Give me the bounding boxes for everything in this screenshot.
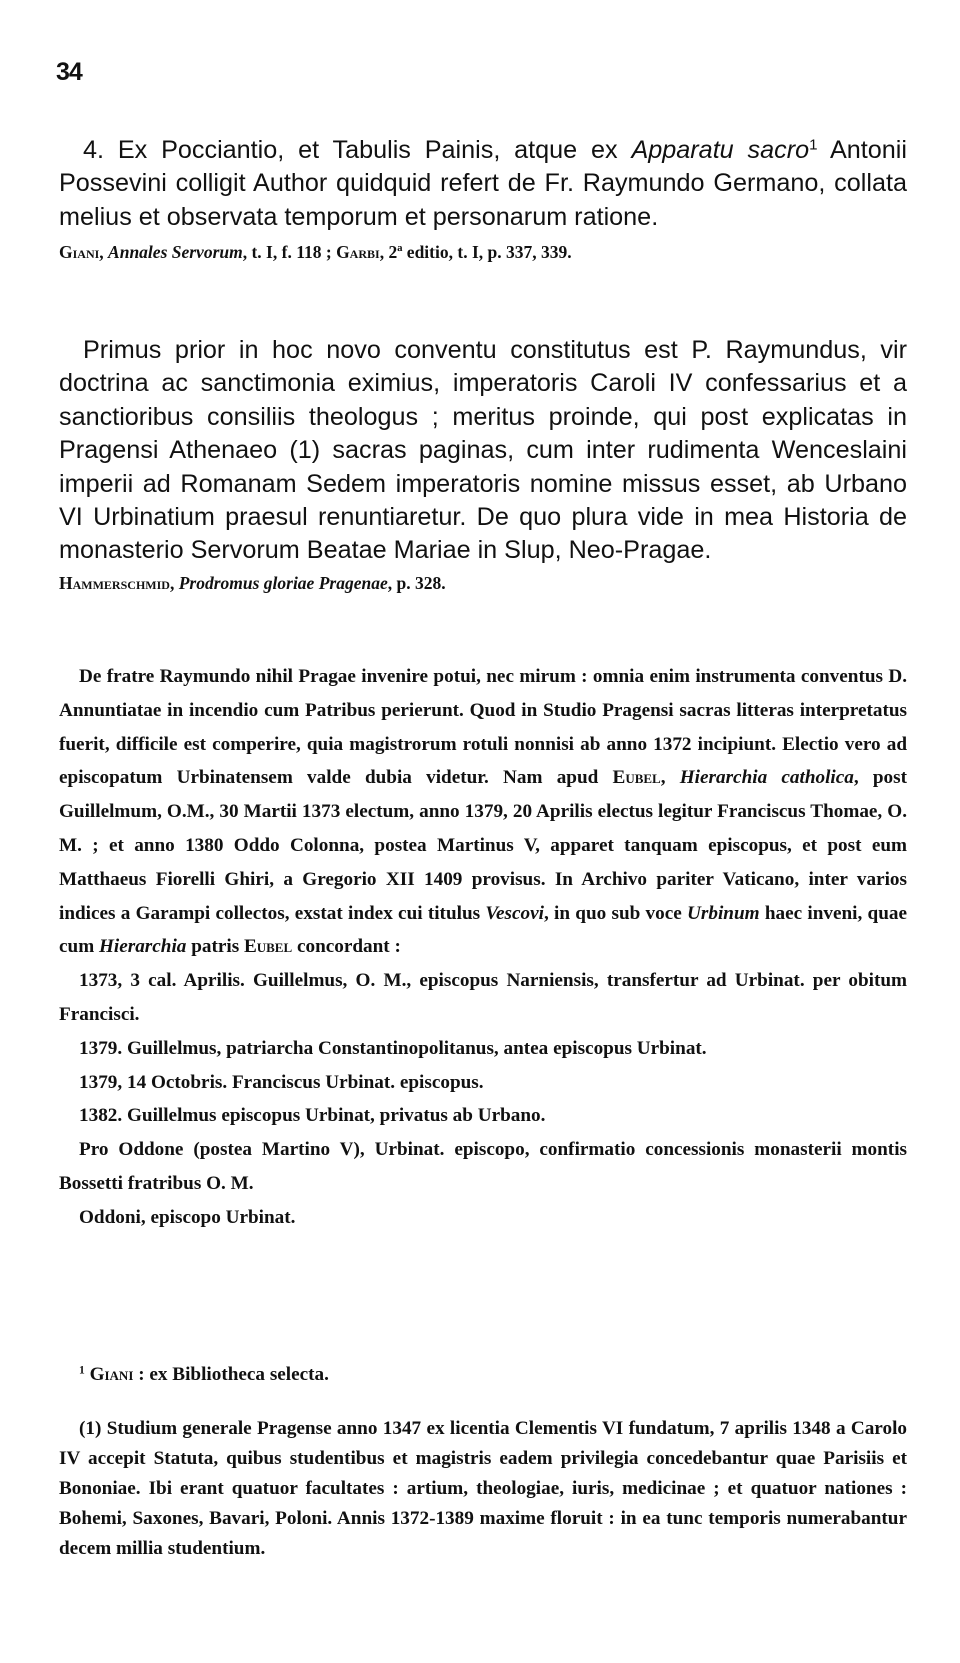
footnote-2-text: (1) Studium generale Pragense anno 1347 ex licentia Clementis VI fundatum, 7 aprilis 1348 a Carolo IV accepit Statuta, quibus studentibus et magistris eadem privilegia concedebantur quae Parisiis et Bononiae. Ibi erant quatuor facultates : artium, theologiae, iuris, medicinae ; et quatuor nationes : Bohemi, Saxones, Bavari, Poloni. Annis 1372-1389 maxime floruit : in ea tunc temporis numerabantur decem millia studentium. [59, 1418, 907, 1559]
prior-paragraph: Primus prior in hoc novo conventu constitutus est P. Raymundus, vir doctrina ac sanctimonia eximius, imperatoris Caroli IV confessarius et a sanctioribus consiliis theologus ; meritus proinde, qui post explicatas in Pragensi Athenaeo (1) sacras paginas, cum inter rudimenta Wenceslaini imperii ad Romanam Sedem imperatoris nomine missus esset, ab Urbano VI Urbinatium praesul renuntiaretur. De quo plura vide in mea Historia de monasterio Servorum Beatae Mariae in Slup, Neo-Pragae. [59, 336, 907, 565]
footnote-2 [59, 1414, 907, 1564]
list-item: Oddoni, episcopo Urbinat. [79, 1206, 296, 1228]
section-4-rest: Antonii Possevini colligit Author quidquid refert de Fr. Raymundo Germano, collata melius et observata temporum et personarum ratione. [59, 136, 907, 231]
apparatus-title: Apparatu sacro [631, 136, 810, 164]
footnote-1 [59, 1360, 907, 1390]
section-4-paragraph [59, 134, 907, 234]
list-item: 1379. Guillelmus, patriarcha Constantinopolitanus, antea episcopus Urbinat. [79, 1037, 707, 1059]
note-mark: 1 [809, 136, 818, 154]
section-prior [59, 334, 907, 595]
section-4 [59, 134, 907, 264]
page-number: 34 [56, 58, 82, 86]
list-item: 1382. Guillelmus episcopus Urbinat, privatus ab Urbano. [79, 1105, 546, 1127]
list-item: 1373, 3 cal. Aprilis. Guillelmus, O. M., episcopus Narniensis, transfertur ad Urbinat. per obitum Francisci. [59, 970, 907, 1025]
reference-giani: Giani, Annales Servorum, t. I, f. 118 ; Garbi, 2ª editio, t. I, p. 337, 339. [59, 242, 572, 263]
list-item: Pro Oddone (postea Martino V), Urbinat. episcopo, confirmatio concessionis monasterii montis Bossetti fratribus O. M. [59, 1139, 907, 1194]
editor-note-paragraph: De fratre Raymundo nihil Pragae invenire potui, nec mirum : omnia enim instrumenta conventus D. Annuntiatae in incendio cum Patribus perierunt. Quod in Studio Pragensi sacras litteras interpretatus fuerit, difficile est comperire, quia magistrorum rotuli nonnisi ab anno 1372 incipiunt. Electio vero ad episcopatum Urbinatensem valde dubia videtur. Nam apud Eubel, Hierarchia catholica, post Guillelmum, O.M., 30 Martii 1373 electum, anno 1379, 20 Aprilis electus legitur Franciscus Thomae, O. M. ; et anno 1380 Oddo Colonna, postea Martinus V, apparet tanquam episcopus, et post eum Matthaeus Fiorelli Ghiri, a Gregorio XII 1409 provisus. In Archivo pariter Vaticano, inter varios indices a Garampi collectos, exstat index cui titulus Vescovi, in quo sub voce Urbinum haec inveni, quae cum Hierarchia patris Eubel concordant : [59, 666, 908, 958]
reference-hammerschmid: Hammerschmid, Prodromus gloriae Pragenae, p. 328. [59, 572, 446, 593]
list-item: 1379, 14 Octobris. Franciscus Urbinat. episcopus. [79, 1071, 484, 1093]
footnote-1-text: $^1$ Giani : ex Bibliotheca selecta. [79, 1364, 329, 1385]
section-4-lead: 4. Ex Pocciantio, et Tabulis Painis, atque ex [83, 136, 632, 164]
editor-note [59, 660, 907, 1235]
